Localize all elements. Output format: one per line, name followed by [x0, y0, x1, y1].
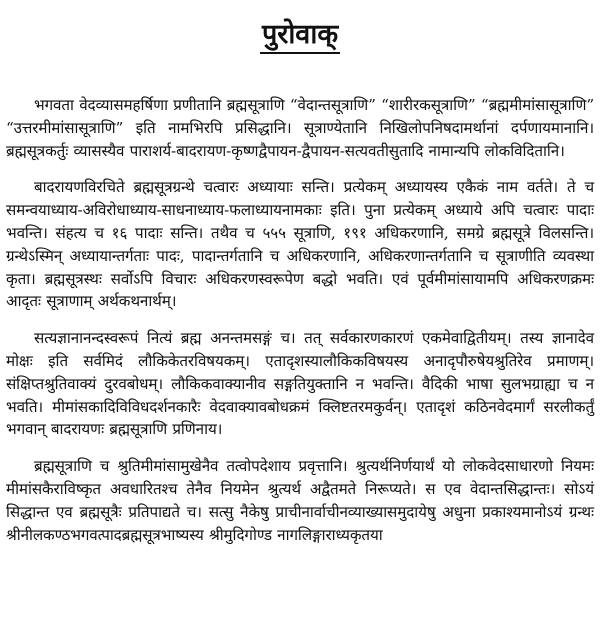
paragraph-2: बादरायणविरचिते ब्रह्मसूत्रग्रन्थे चत्वारः अध्यायाः सन्ति। प्रत्येकम् अध्यायस्य एकैकं नाम वर्तते। ते च समन्वयाध्याय-अविरोधाध्याय-साधनाध्याय-फलाध्यायनामकाः इति। पुना प्रत्येकम् अध्याये अपि चत्वारः पादाः भवन्ति। संहत्य च १६ पादाः सन्ति। तथैव च ५५५ सूत्राणि, १९१ अधिकरणानि, समग्रे ब्रह्मसूत्रे विलसन्ति। ग्रन्थेऽस्मिन् अध्यायान्तर्गताः पादः, पादान्तर्गतानि च अधिकरणानि, अधिकरणान्तर्गतानि च सूत्राणीति व्यवस्था कृता। ब्रह्मसूत्रस्थः सर्वोऽपि विचारः अधिकरणस्वरूपेण बद्धो भवति। एवं पूर्वमीमांसायामपि अधिकरणक्रमः आदृतः सूत्राणाम् अर्थकथनार्थम्।	[6, 178, 594, 311]
paragraph-4: ब्रह्मसूत्राणि च श्रुतिमीमांसामुखेनैव तत्वोपदेशाय प्रवृत्तानि। श्रुत्यर्थनिर्णयार्थं यो लोकवेदसाधारणो नियमः मीमांसकैराविष्कृत अवधारितश्च तेनैव नियमेन श्रुत्यर्थ अद्वैतमते निरूप्यते। स एव वेदान्तसिद्धान्तः। सोऽयं सिद्धान्त एव ब्रह्मसूत्रैः प्रतिपाद्यते च। सत्सु नैकेषु प्राचीनार्वाचीनव्याख्यासमुदायेषु अधुना प्रकाश्यमानोऽयं ग्रन्थः श्रीनीलकण्ठभगवत्पादब्रह्मसूत्रभाष्यस्य श्रीमुदिगोण्ड नागलिङ्गाराध्यकृतया	[6, 457, 594, 544]
paragraph-1: भगवता वेदव्यासमहर्षिणा प्रणीतानि ब्रह्मसूत्राणि “वेदान्तसूत्राणि” “शारीरकसूत्राणि” “ब्रह्ममीमांसासूत्राणि” “उत्तरमीमांसासूत्राणि” इति नामभिरपि प्रसिद्धानि। सूत्राण्येतानि निखिलोपनिषदामर्थानां दर्पणायमानानि। ब्रह्मसूत्रकर्तुः व्यासस्यैव पाराशर्य-बादरायण-कृष्णद्वैपायन-द्वैपायन-सत्यवतीसुतादि नामान्यपि लोकविदितानि।	[6, 96, 594, 160]
title-wrap	[6, 18, 594, 54]
page-title: पुरोवाक्	[260, 18, 340, 54]
paragraph-3: सत्यज्ञानानन्दस्वरूपं नित्यं ब्रह्म अनन्तमसङ्गं च। तत् सर्वकारणकारणं एकमेवाद्वितीयम्। तस्य ज्ञानादेव मोक्षः इति सर्वमिदं लौकिकेतरविषयकम्। एतादृशस्यालौकिकविषयस्य अनादृपौरुषेयश्रुतिरेव प्रमाणम्। संक्षिप्तश्रुतिवाक्यं दुरवबोधम्। लौकिकवाक्यानीव सङ्गतियुक्तानि न भवन्ति। वैदिकी भाषा सुलभग्राह्या च न भवति। मीमांसकादिविविधदर्शनकारैः वेदवाक्यावबोधक्रमं क्लिष्टतरमकुर्वन्। एतादृशं कठिनवेदमार्गं सरलीकर्तुं भगवान् बादरायणः ब्रह्मसूत्राणि प्रणिनाय।	[6, 329, 594, 439]
